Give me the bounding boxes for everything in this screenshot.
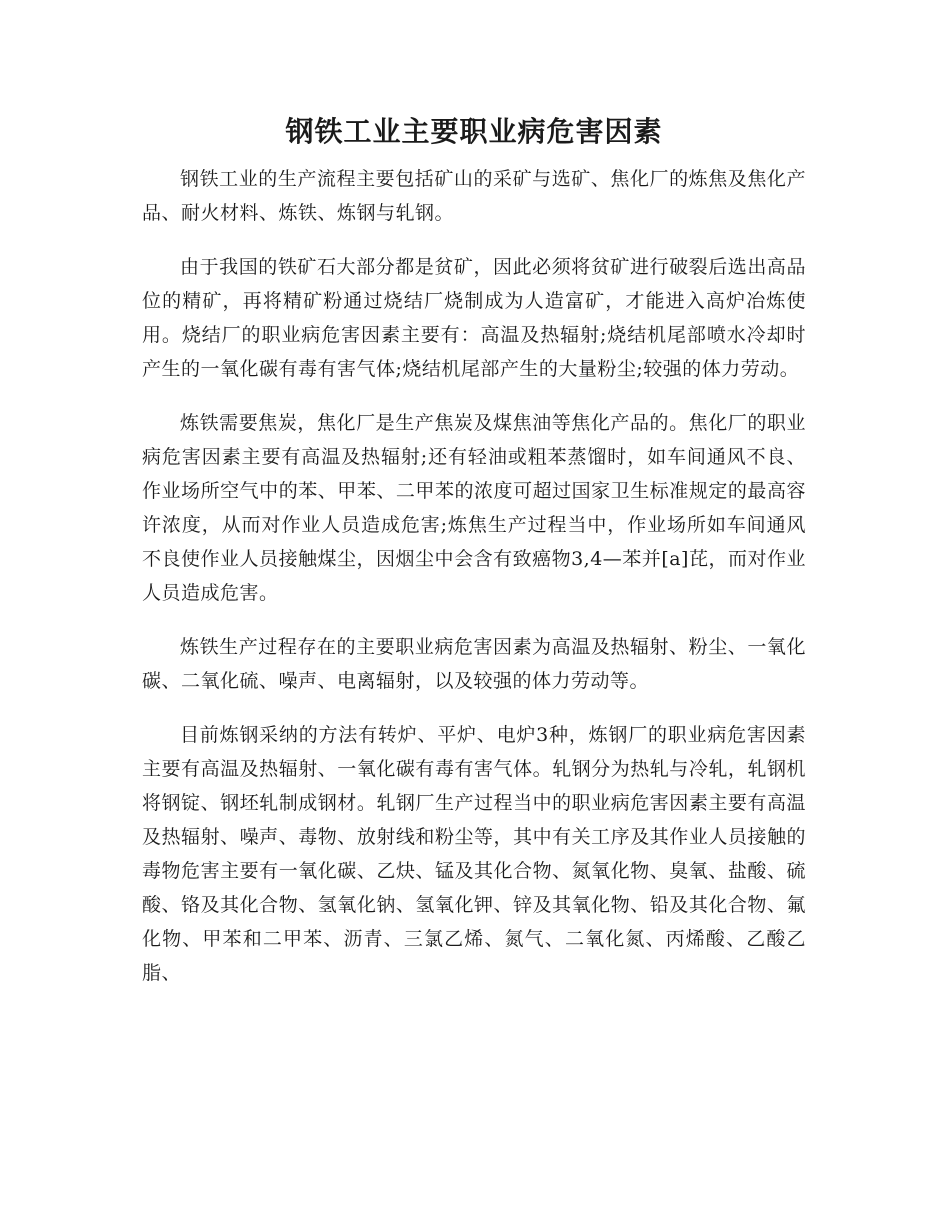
paragraph-2: 由于我国的铁矿石大部分都是贫矿，因此必须将贫矿进行破裂后选出高品位的精矿，再将精矿粉通过烧结厂烧制成为人造富矿，才能进入高炉冶炼使用。烧结厂的职业病危害因素主要有：高温及热辐射;烧结机尾部喷水冷却时产生的一氧化碳有毒有害气体;烧结机尾部产生的大量粉尘;较强的体力劳动。 xyxy=(142,256,806,380)
paragraph-3: 炼铁需要焦炭，焦化厂是生产焦炭及煤焦油等焦化产品的。焦化厂的职业病危害因素主要有高温及热辐射;还有轻油或粗苯蒸馏时，如车间通风不良、作业场所空气中的苯、甲苯、二甲苯的浓度可超过国家卫生标准规定的最高容许浓度，从而对作业人员造成危害;炼焦生产过程当中，作业场所如车间通风不良使作业人员接触煤尘，因烟尘中会含有致癌物3,4—苯并[a]芘，而对作业人员造成危害。 xyxy=(142,412,806,604)
document-title: 钢铁工业主要职业病危害因素 xyxy=(285,115,663,148)
paragraph-1: 钢铁工业的生产流程主要包括矿山的采矿与选矿、焦化厂的炼焦及焦化产品、耐火材料、炼铁、炼钢与轧钢。 xyxy=(142,168,806,224)
paragraph-4: 炼铁生产过程存在的主要职业病危害因素为高温及热辐射、粉尘、一氧化碳、二氧化硫、噪声、电离辐射，以及较强的体力劳动等。 xyxy=(142,636,806,692)
paragraph-5: 目前炼钢采纳的方法有转炉、平炉、电炉3种，炼钢厂的职业病危害因素主要有高温及热辐射、一氧化碳有毒有害气体。轧钢分为热轧与冷轧，轧钢机将钢锭、钢坯轧制成钢材。轧钢厂生产过程当中的职业病危害因素主要有高温及热辐射、噪声、毒物、放射线和粉尘等，其中有关工序及其作业人员接触的毒物危害主要有一氧化碳、乙炔、锰及其化合物、氮氧化物、臭氧、盐酸、硫酸、铬及其化合物、氢氧化钠、氢氧化钾、锌及其氧化物、铅及其化合物、氟化物、甲苯和二甲苯、沥青、三氯乙烯、氮气、二氧化氮、丙烯酸、乙酸乙脂、 xyxy=(142,724,806,984)
document-page xyxy=(142,110,806,1010)
